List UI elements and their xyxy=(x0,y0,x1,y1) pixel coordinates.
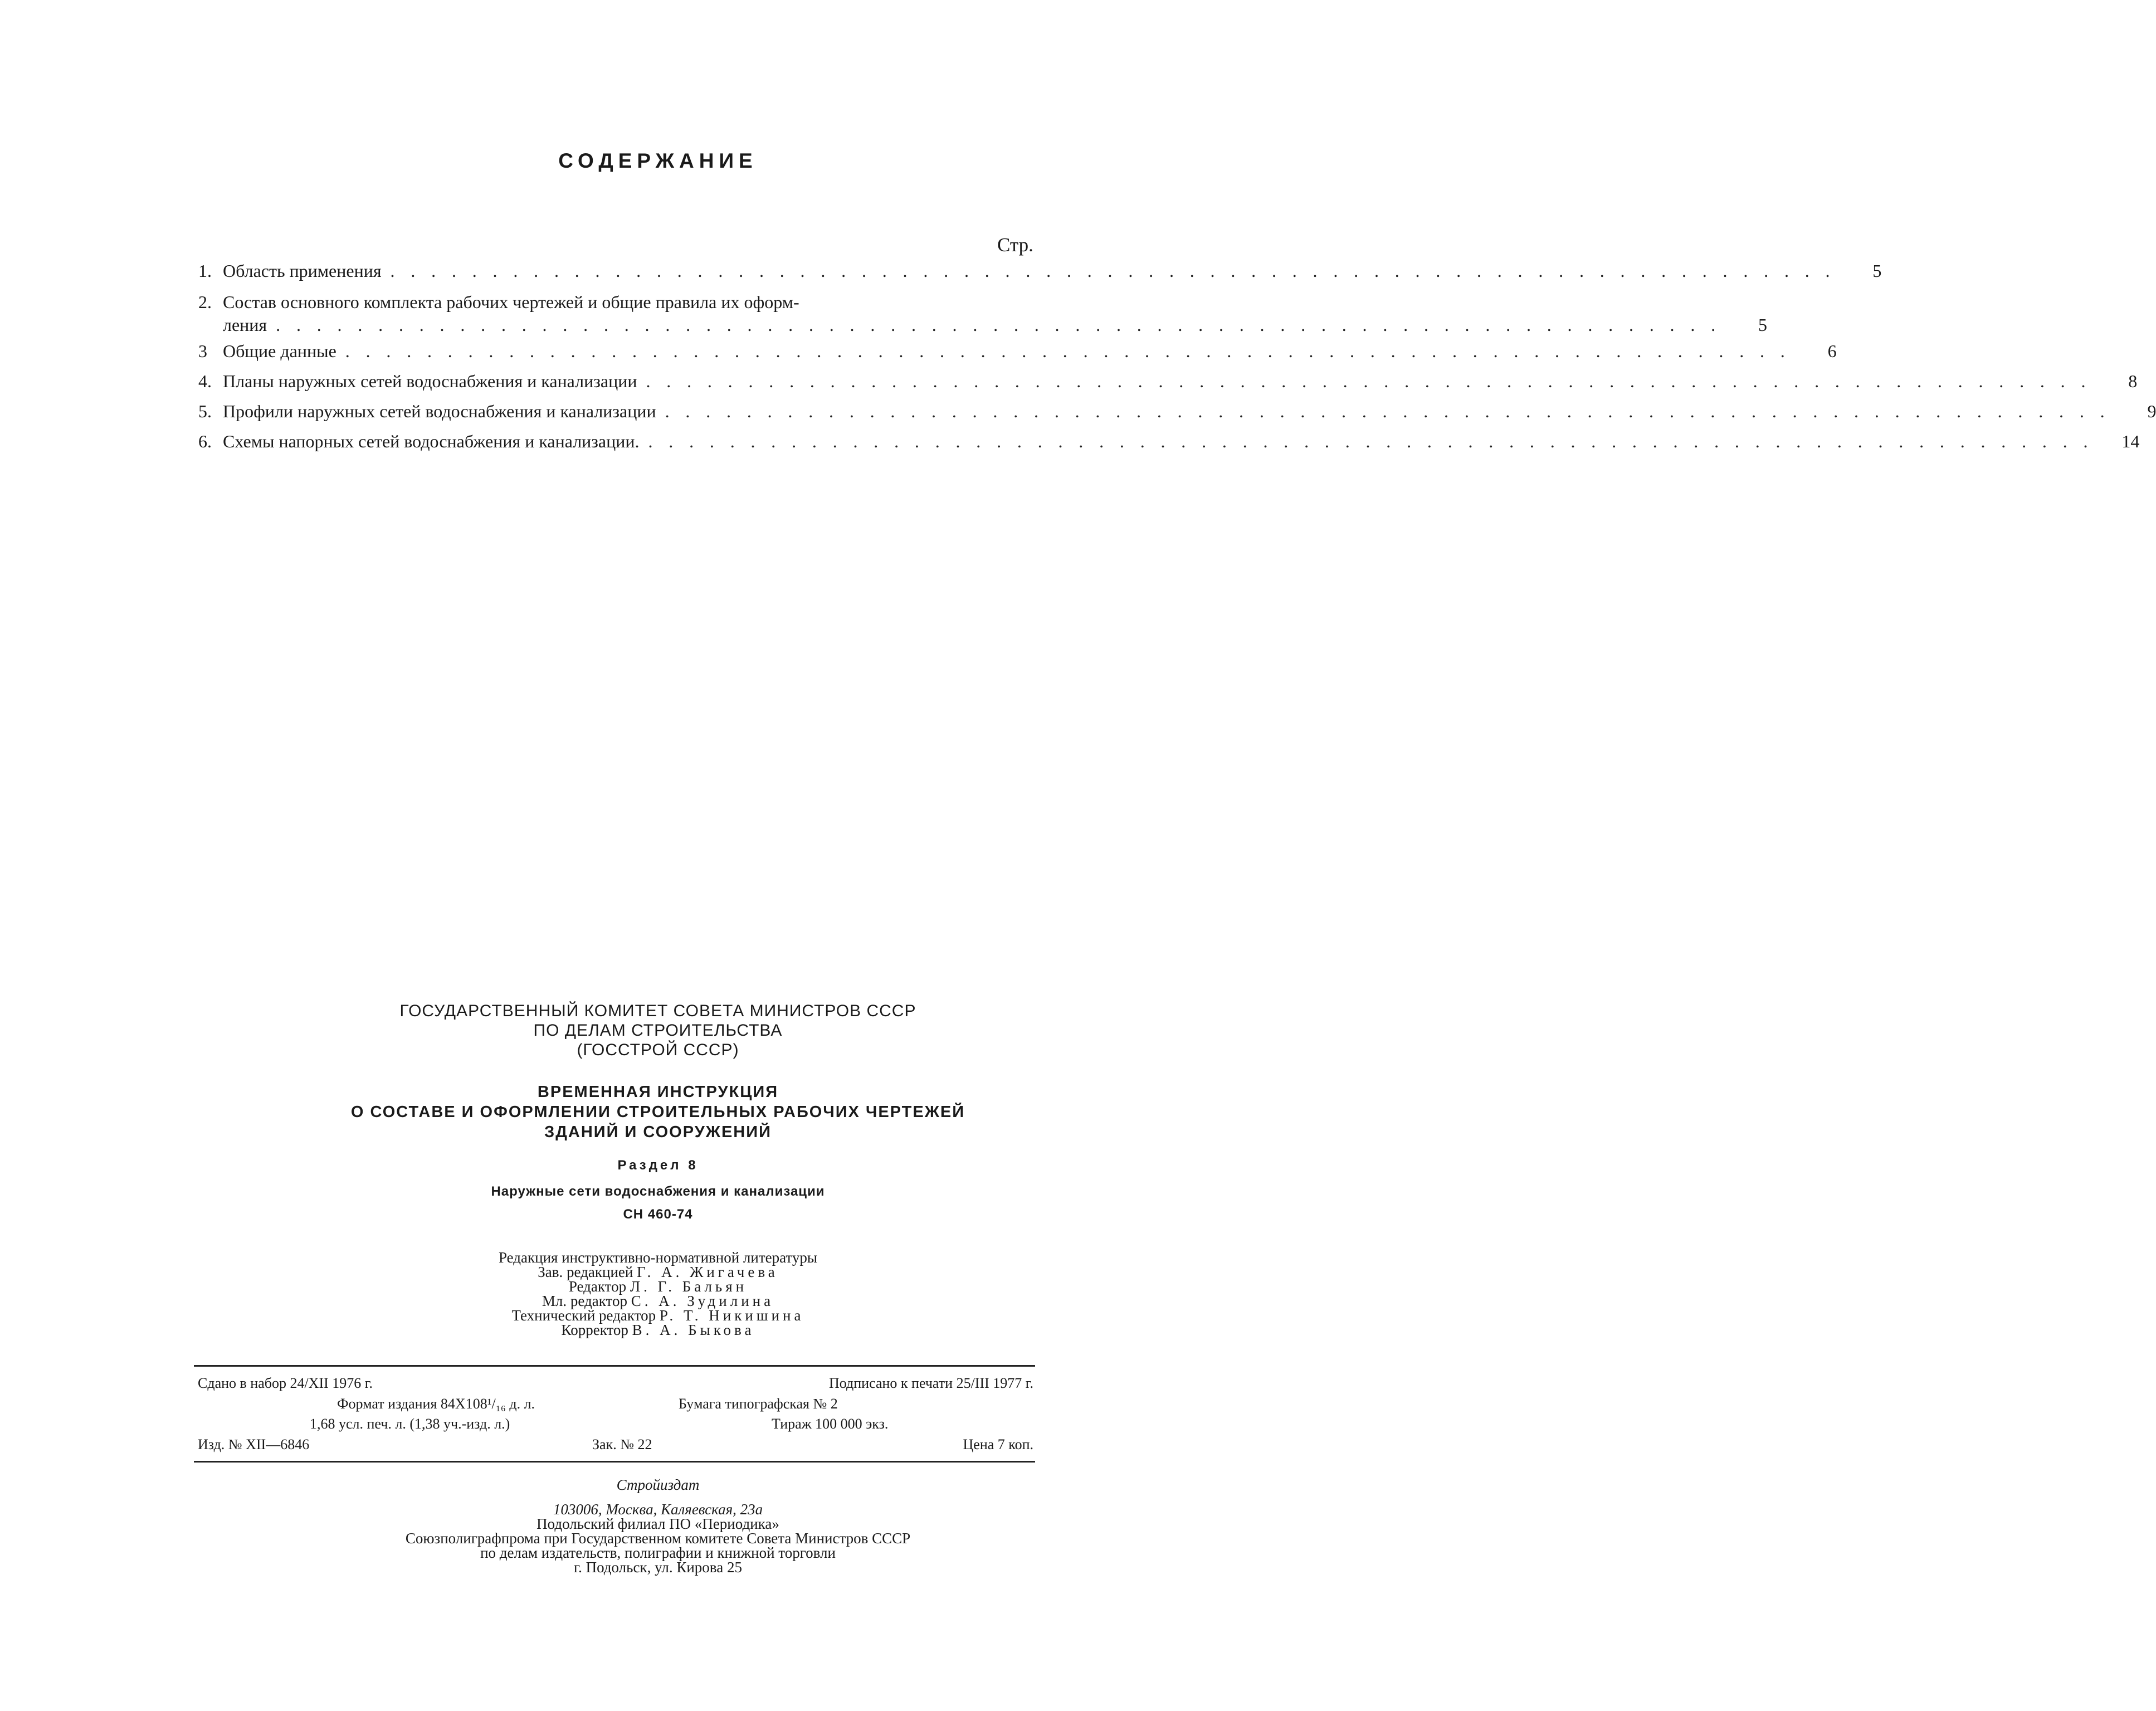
press-block xyxy=(0,1478,1316,1574)
editorial-office: Редакция инструктивно-нормативной литературы xyxy=(499,1249,817,1266)
typeset-date: Сдано в набор 24/XII 1976 г. xyxy=(198,1375,373,1391)
printing-dept: по делам издательств, полиграфии и книжной торговли xyxy=(480,1544,836,1561)
toc-item-number: 1. xyxy=(198,261,212,281)
edition-format: Формат издания 84Х108¹/₁₆ д. л. xyxy=(337,1396,535,1412)
credit-line: Корректор В. А. Быкова xyxy=(561,1322,755,1338)
toc-item-label-continued: ления xyxy=(223,315,267,335)
paper-type: Бумага типографская № 2 xyxy=(679,1396,838,1412)
toc-leader-dots: ....................................................................... xyxy=(390,261,1846,281)
instruction-title-block xyxy=(0,1082,1316,1142)
printing-union: Союзполиграфпрома при Государственном комитете Совета Министров СССР xyxy=(405,1530,911,1547)
sheet-count: 1,68 усл. печ. л. (1,38 уч.-изд. л.) xyxy=(310,1416,510,1432)
toc-item-number: 3 xyxy=(198,341,207,361)
section-number: Раздел 8 xyxy=(617,1158,699,1173)
org-line: ГОСУДАРСТВЕННЫЙ КОМИТЕТ СОВЕТА МИНИСТРОВ СССР xyxy=(399,1002,916,1020)
toc-leader-dots: ....................................................................... xyxy=(276,315,1731,335)
instruction-title-line: ЗДАНИЙ И СООРУЖЕНИЙ xyxy=(544,1123,772,1141)
toc-item-label: Планы наружных сетей водоснабжения и канализации xyxy=(223,371,637,391)
signed-date: Подписано к печати 25/III 1977 г. xyxy=(829,1375,1033,1391)
credit-line: Технический редактор Р. Т. Никишина xyxy=(511,1307,804,1324)
price: Цена 7 коп. xyxy=(963,1436,1033,1452)
toc-item-page: 5 xyxy=(1872,261,1882,281)
toc-item-label: Профили наружных сетей водоснабжения и канализации xyxy=(223,401,656,421)
instruction-title-line: О СОСТАВЕ И ОФОРМЛЕНИИ СТРОИТЕЛЬНЫХ РАБОЧИХ ЧЕРТЕЖЕЙ xyxy=(350,1103,965,1121)
document-code: СН 460-74 xyxy=(623,1207,693,1222)
credit-line: Мл. редактор С. А. Зудилина xyxy=(542,1293,774,1309)
publisher-address: 103006, Москва, Каляевская, 23а xyxy=(553,1501,763,1518)
toc-item xyxy=(198,431,2140,452)
editorial-credits xyxy=(0,1250,1316,1337)
org-line: ПО ДЕЛАМ СТРОИТЕЛЬСТВА xyxy=(533,1021,783,1040)
toc-item-number: 2. xyxy=(198,292,212,312)
credit-line: Редактор Л. Г. Бальян xyxy=(568,1278,748,1295)
toc-item-page: 14 xyxy=(2121,431,2140,451)
instruction-title-line: ВРЕМЕННАЯ ИНСТРУКЦИЯ xyxy=(537,1083,779,1101)
printing-branch: Подольский филиал ПО «Периодика» xyxy=(536,1515,779,1532)
toc-item xyxy=(198,261,1882,281)
toc-item-page: 9 xyxy=(2147,401,2156,421)
publisher-name: Стройиздат xyxy=(616,1476,700,1493)
edition-number: Изд. № XII—6846 xyxy=(198,1436,310,1452)
toc-item-page: 5 xyxy=(1758,315,1767,335)
toc-leader-dots: ....................................................................... xyxy=(646,371,2102,391)
credit-line: Зав. редакцией Г. А. Жигачева xyxy=(538,1264,778,1280)
printing-address: г. Подольск, ул. Кирова 25 xyxy=(574,1559,742,1576)
toc-title: СОДЕРЖАНИЕ xyxy=(558,149,758,172)
toc-item-number: 5. xyxy=(198,401,212,421)
toc-item-page: 8 xyxy=(2128,371,2138,391)
toc-item xyxy=(198,371,2138,392)
org-line: (ГОССТРОЙ СССР) xyxy=(577,1041,739,1059)
toc-leader-dots: ....................................................................... xyxy=(345,341,1801,361)
toc-leader-dots: ....................................................................... xyxy=(648,431,2104,451)
toc-item xyxy=(198,341,1837,362)
toc-page-column-header: Стр. xyxy=(997,234,1033,256)
toc-item-label: Область применения xyxy=(223,261,382,281)
toc-item-label: Состав основного комплекта рабочих чертежей и общие правила их оформ- xyxy=(223,292,799,312)
toc-item-number: 4. xyxy=(198,371,212,391)
toc-item-number: 6. xyxy=(198,431,212,451)
toc-item-label: Общие данные xyxy=(223,341,336,361)
order-number: Зак. № 22 xyxy=(592,1436,652,1452)
toc-leader-dots: ....................................................................... xyxy=(665,401,2121,421)
divider-bottom xyxy=(194,1461,1035,1463)
toc-item xyxy=(198,401,2156,422)
toc-item-page: 6 xyxy=(1827,341,1837,361)
section-title: Наружные сети водоснабжения и канализации xyxy=(491,1184,825,1199)
print-run: Тираж 100 000 экз. xyxy=(772,1416,889,1432)
toc-item xyxy=(198,292,1767,335)
toc-item-label: Схемы напорных сетей водоснабжения и канализации. xyxy=(223,431,640,451)
divider-top xyxy=(194,1365,1035,1367)
org-block xyxy=(0,1001,1316,1060)
